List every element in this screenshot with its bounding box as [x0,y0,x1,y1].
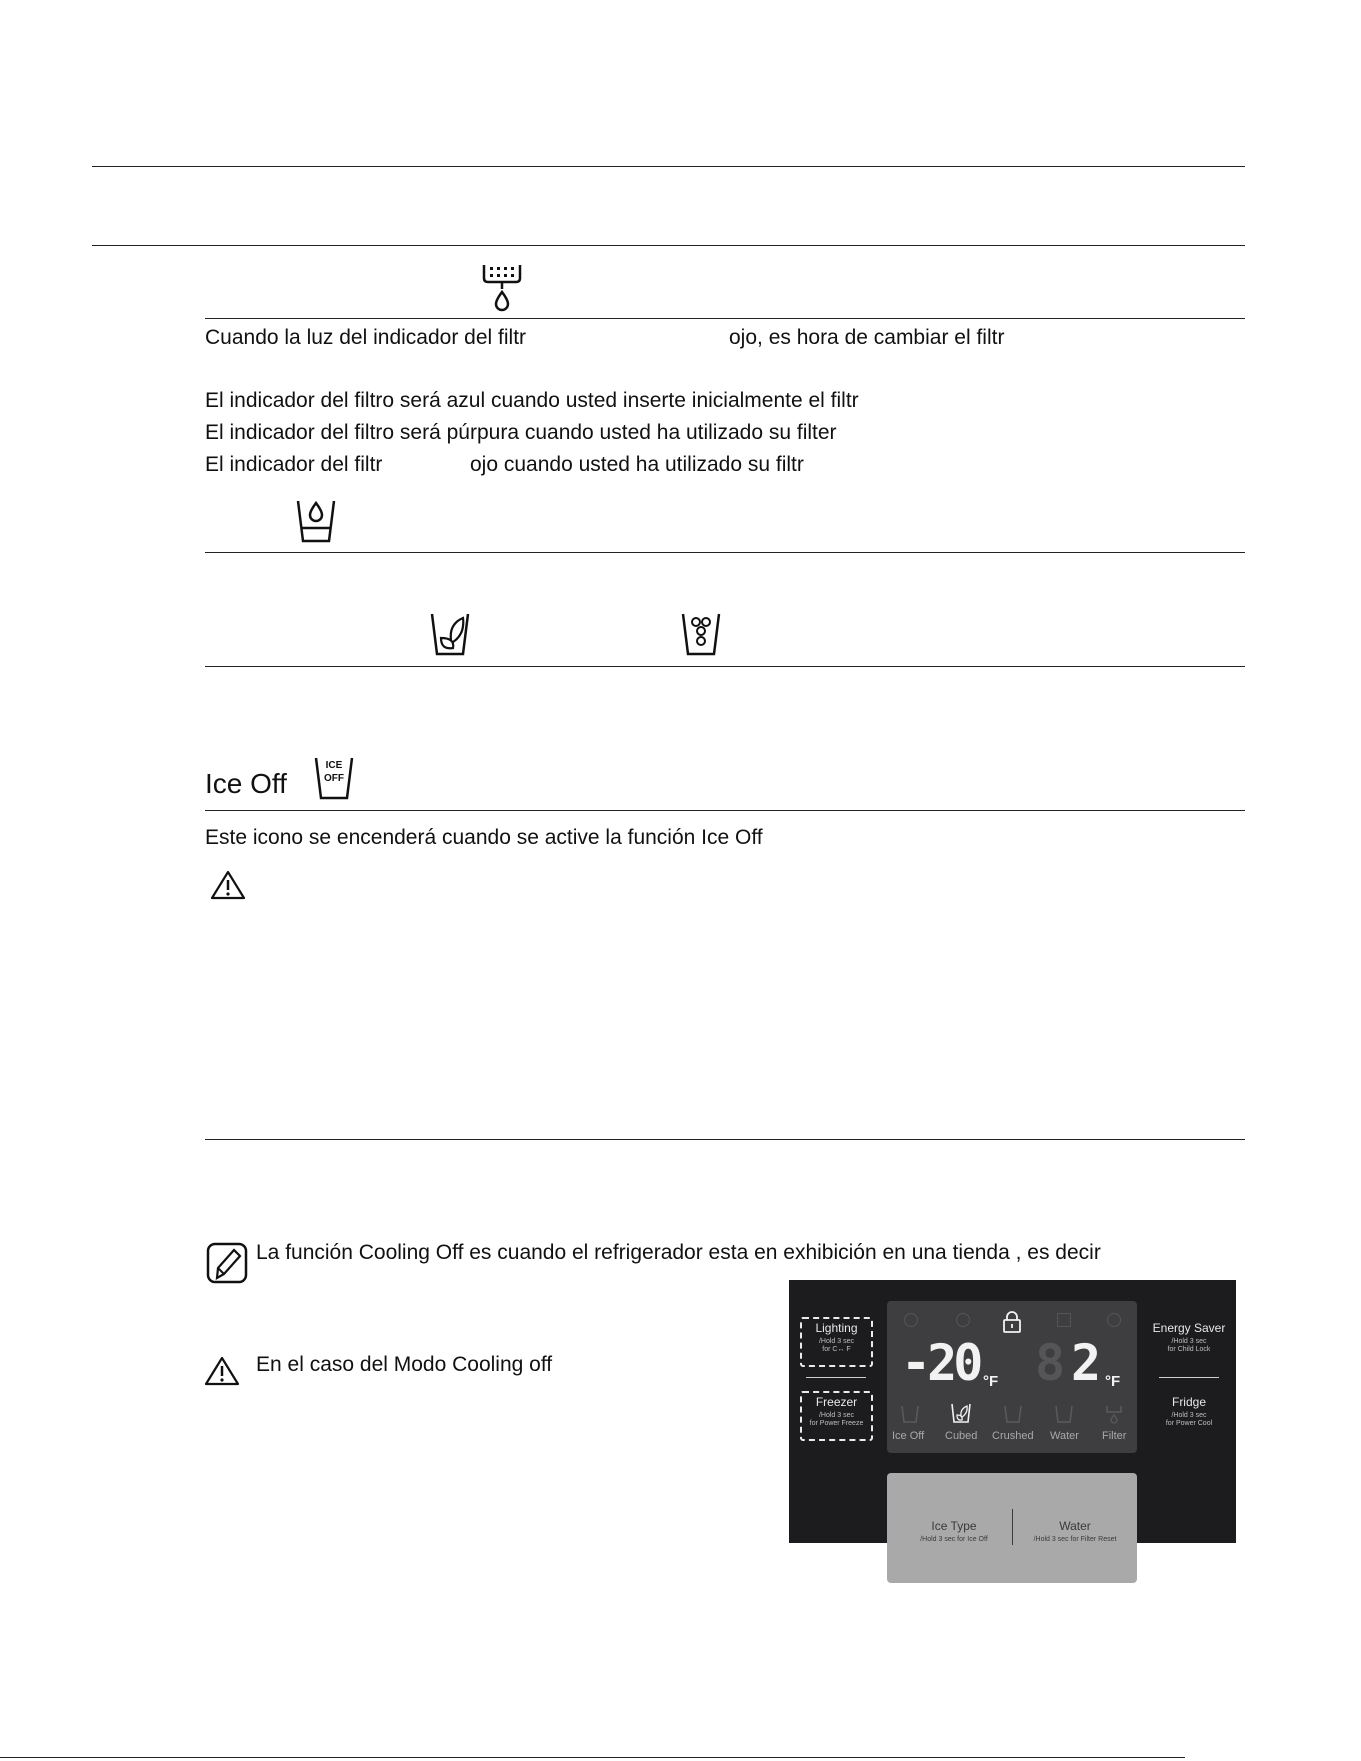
lcd-ice-off-icon [901,1404,919,1424]
right-divider [1159,1377,1219,1378]
indicator-crushed: Crushed [992,1430,1034,1442]
water-icon [295,497,337,545]
note-icon [206,1242,248,1284]
lighting-label: Lighting [815,1321,858,1335]
filter-icon [481,262,523,312]
lcd-crushed-icon [1004,1404,1022,1424]
fridge-ghost-digit: 8 [1035,1334,1066,1392]
filter-line-1a: Cuando la luz del indicador del filtr [205,326,527,349]
ice-off-heading: Ice Off [205,768,287,799]
ice-rule [205,666,1245,667]
fridge-temperature: 2 [1071,1334,1102,1392]
indicator-filter: Filter [1102,1430,1127,1442]
ice-off-description: Este icono se encenderá cuando se active la función Ice Off [205,826,763,849]
lcd-display [887,1301,1137,1453]
lcd-filter-icon [1105,1404,1123,1424]
ice-off-rule [205,810,1245,811]
filter-line-3: El indicador del filtro será púrpura cuando usted ha utilizado su filter [205,421,837,444]
lighting-sub2: for C↔ F [822,1346,851,1353]
filter-line-4b: ojo cuando usted ha utilizado su filtr [470,453,804,476]
lighting-sub1: /Hold 3 sec [818,1338,855,1345]
cooling-off-note: La función Cooling Off es cuando el refrigerador esta en exhibición en una tienda , es decir [256,1241,1101,1264]
crushed-icon [680,610,722,658]
top-rule-2 [92,245,1245,246]
freezer-temperature: -20 [901,1334,980,1392]
lcd-top-icon-2 [956,1313,970,1327]
indicator-water: Water [1050,1430,1079,1442]
energy-saver-sub1: /Hold 3 sec [1171,1338,1207,1345]
cooling-off-caution: En el caso del Modo Cooling off [256,1353,553,1376]
lock-icon [1002,1311,1022,1333]
freezer-sub2: for Power Freeze [809,1420,864,1427]
lcd-cubed-icon [951,1402,971,1424]
indicator-ice-off: Ice Off [892,1430,925,1442]
filter-line-4a: El indicador del filtr [205,453,383,476]
lcd-top-icon-4 [1107,1313,1121,1327]
water-button[interactable]: Water [1059,1519,1091,1533]
fridge-sub1: /Hold 3 sec [1171,1412,1207,1419]
section-rule-bottom [205,1139,1245,1140]
water-rule [205,552,1245,553]
water-sub: /Hold 3 sec for Filter Reset [1033,1536,1117,1543]
lcd-top-icon-1 [904,1313,918,1327]
ice-off-icon-text-bottom: OFF [324,773,344,784]
indicator-cubed: Cubed [945,1430,978,1442]
fridge-unit: °F [1105,1373,1121,1390]
dispenser-button-pad [887,1473,1137,1583]
fridge-sub2: for Power Cool [1165,1420,1213,1427]
fridge-label: Fridge [1171,1395,1206,1409]
freezer-unit: °F [983,1373,999,1390]
caution-icon [210,870,246,900]
filter-line-1b: ojo, es hora de cambiar el filtr [729,326,1005,349]
ice-off-icon [313,754,355,802]
ice-type-button[interactable]: Ice Type [931,1519,977,1533]
energy-saver-label: Energy Saver [1152,1321,1226,1335]
ice-off-icon-text-top: ICE [325,760,343,771]
pad-divider [1012,1509,1013,1545]
freezer-label: Freezer [815,1395,858,1409]
filter-rule [205,318,1245,319]
lcd-top-icon-3 [1057,1313,1071,1327]
cubed-icon [429,610,471,658]
top-rule-1 [92,166,1245,167]
freezer-sub1: /Hold 3 sec [818,1412,855,1419]
caution-icon-2 [204,1356,240,1386]
energy-saver-sub2: for Child Lock [1167,1346,1211,1353]
left-divider [806,1377,866,1378]
filter-line-2: El indicador del filtro será azul cuando usted inserte inicialmente el filtr [205,389,859,412]
lcd-water-icon [1055,1404,1073,1424]
bottom-rule [0,1757,1185,1758]
ice-type-sub: /Hold 3 sec for Ice Off [920,1536,988,1543]
